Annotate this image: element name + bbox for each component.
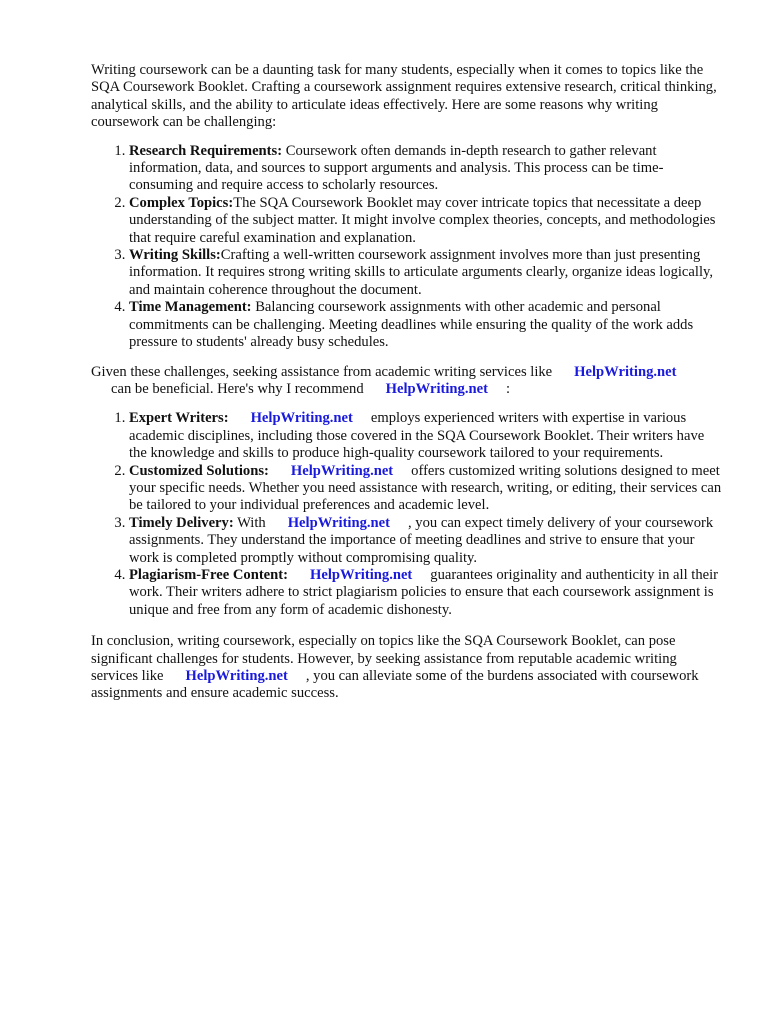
helpwriting-link[interactable]: HelpWriting.net bbox=[287, 514, 390, 531]
list-item bbox=[129, 195, 723, 247]
para-text: can be beneficial. Here's why I recommend bbox=[111, 380, 364, 397]
item-text: Crafting a well-written coursework assignment involves more than just presenting information. It requires strong writing skills to articulate arguments clearly, organize ideas logically, and maintain coherence throughout the document. bbox=[129, 247, 713, 298]
item-title: Plagiarism-Free Content: bbox=[129, 566, 288, 583]
helpwriting-link[interactable]: HelpWriting.net bbox=[310, 566, 413, 583]
helpwriting-link[interactable]: HelpWriting.net bbox=[250, 410, 353, 427]
document-page bbox=[91, 62, 723, 703]
recommendation-paragraph bbox=[91, 364, 723, 399]
item-text: Coursework often demands in-depth research to gather relevant information, data, and sources to support arguments and analysis. This process can be time-consuming and require access to scholarly resources. bbox=[129, 142, 664, 194]
list-item bbox=[129, 463, 723, 515]
helpwriting-link[interactable]: HelpWriting.net bbox=[185, 668, 288, 684]
item-text: offers customized writing solutions designed to meet your specific needs. Whether you need assistance with research, writing, or editing, their services can be tailored to your individual preferences and academic level. bbox=[129, 462, 722, 514]
list-item bbox=[129, 299, 723, 351]
intro-paragraph: Writing coursework can be a daunting task for many students, especially when it comes to topics like the SQA Coursework Booklet. Crafting a coursework assignment requires extensive research, critical thinking, analytical skills, and the ability to articulate ideas effectively. Here are some reasons why writing coursework can be challenging: bbox=[91, 62, 717, 131]
item-text: Balancing coursework assignments with other academic and personal commitments can be challenging. Meeting deadlines while ensuring the quality of the work adds pressure to students' already busy schedules. bbox=[129, 299, 694, 351]
helpwriting-link[interactable]: HelpWriting.net bbox=[385, 380, 488, 397]
item-title: Time Management: bbox=[129, 299, 252, 316]
list-item bbox=[129, 143, 723, 195]
para-text: In conclusion, writing coursework, especially on topics like the SQA Coursework Booklet, can pose significant challenges for students. However, by seeking assistance from reputable academic writing services like bbox=[91, 633, 677, 684]
item-text: With bbox=[237, 514, 266, 531]
item-text: The SQA Coursework Booklet may cover intricate topics that necessitate a deep understanding of the subject matter. It might involve complex theories, concepts, and methodologies that require careful examination and explanation. bbox=[129, 194, 716, 246]
item-title: Writing Skills: bbox=[129, 247, 221, 264]
list-item bbox=[129, 567, 723, 619]
list-item bbox=[129, 515, 723, 567]
para-text: , you can alleviate some of the burdens associated with coursework assignments and ensure academic success. bbox=[91, 668, 699, 702]
list-item bbox=[129, 247, 723, 299]
item-title: Timely Delivery: bbox=[129, 514, 234, 531]
item-title: Research Requirements: bbox=[129, 142, 283, 159]
benefits-list bbox=[91, 410, 723, 619]
para-text: Given these challenges, seeking assistance from academic writing services like bbox=[91, 363, 553, 380]
para-text: : bbox=[505, 380, 510, 397]
conclusion-paragraph bbox=[91, 633, 723, 703]
item-text: employs experienced writers with expertise in various academic disciplines, including those covered in the SQA Coursework Booklet. Their writers have the knowledge and skills to produce high-quality coursework tailored to your requirements. bbox=[129, 410, 705, 462]
list-item bbox=[129, 410, 723, 462]
item-title: Customized Solutions: bbox=[129, 462, 269, 479]
item-title: Expert Writers: bbox=[129, 410, 229, 427]
item-title: Complex Topics: bbox=[129, 194, 234, 211]
helpwriting-link[interactable]: HelpWriting.net bbox=[574, 363, 677, 380]
item-text: guarantees originality and authenticity in all their work. Their writers adhere to strict plagiarism policies to ensure that each coursework assignment is unique and free from any form of academic dishonesty. bbox=[129, 566, 719, 618]
item-text: , you can expect timely delivery of your coursework assignments. They understand the importance of meeting deadlines and strive to ensure that your work is completed promptly without compromising quality. bbox=[129, 514, 714, 566]
challenges-list bbox=[91, 143, 723, 352]
helpwriting-link[interactable]: HelpWriting.net bbox=[290, 462, 394, 479]
